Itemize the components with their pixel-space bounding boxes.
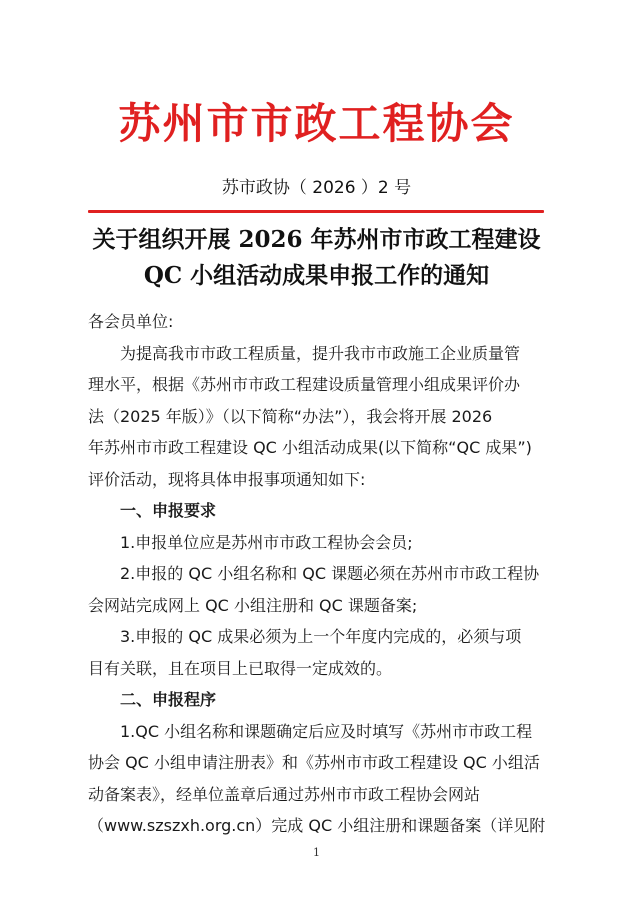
- page-number: 1: [313, 846, 320, 859]
- paragraph-line: 1.申报单位应是苏州市市政工程协会会员;: [120, 532, 413, 552]
- notice-title: [0, 222, 633, 294]
- paragraph-line: 3.申报的 QC 成果必须为上一个年度内完成的，必须与项: [120, 627, 522, 646]
- section-2-heading: 二、申报程序: [120, 690, 217, 709]
- document-number: 苏市政协（ 2026 ）2 号: [221, 178, 412, 198]
- paragraph-line: 目有关联，且在项目上已取得一定成效的。: [88, 658, 393, 678]
- intro-paragraph: [88, 338, 568, 496]
- paragraph-line: 1.QC 小组名称和课题确定后应及时填写《苏州市市政工程: [120, 721, 533, 741]
- paragraph-line: 动备案表》，经单位盖章后通过苏州市市政工程协会网站: [88, 784, 481, 804]
- paragraph-line: 年苏州市市政工程建设 QC 小组活动成果(以下简称“QC 成果”): [88, 438, 532, 457]
- procedure-item-1: [88, 716, 568, 842]
- paragraph-line: 会网站完成网上 QC 小组注册和 QC 课题备案;: [88, 595, 418, 615]
- requirement-item-2: [88, 558, 568, 621]
- requirement-item-1: [88, 527, 568, 559]
- paragraph-line: （www.szszxh.org.cn）完成 QC 小组注册和课题备案（详见附: [88, 816, 546, 835]
- notice-body: [88, 306, 568, 842]
- paragraph-line: 法（2025 年版）》（以下简称“办法”），我会将开展 2026: [88, 406, 493, 426]
- requirement-item-3: [88, 621, 568, 684]
- salutation: 各会员单位:: [88, 312, 174, 331]
- section-1-heading: 一、申报要求: [120, 501, 217, 520]
- title-line-1: 关于组织开展 2026 年苏州市市政工程建设: [92, 226, 541, 253]
- org-name-header: 苏州市市政工程协会: [118, 99, 515, 148]
- paragraph-line: 理水平，根据《苏州市市政工程建设质量管理小组成果评价办: [88, 375, 521, 394]
- paragraph-line: 评价活动，现将具体申报事项通知如下:: [88, 469, 366, 489]
- paragraph-line: 2.申报的 QC 小组名称和 QC 课题必须在苏州市市政工程协: [120, 564, 540, 583]
- red-divider: [88, 210, 544, 213]
- title-line-2: QC 小组活动成果申报工作的通知: [143, 262, 490, 289]
- paragraph-line: 协会 QC 小组申请注册表》和《苏州市市政工程建设 QC 小组活: [88, 753, 540, 772]
- paragraph-line: 为提高我市市政工程质量，提升我市市政施工企业质量管: [120, 343, 521, 363]
